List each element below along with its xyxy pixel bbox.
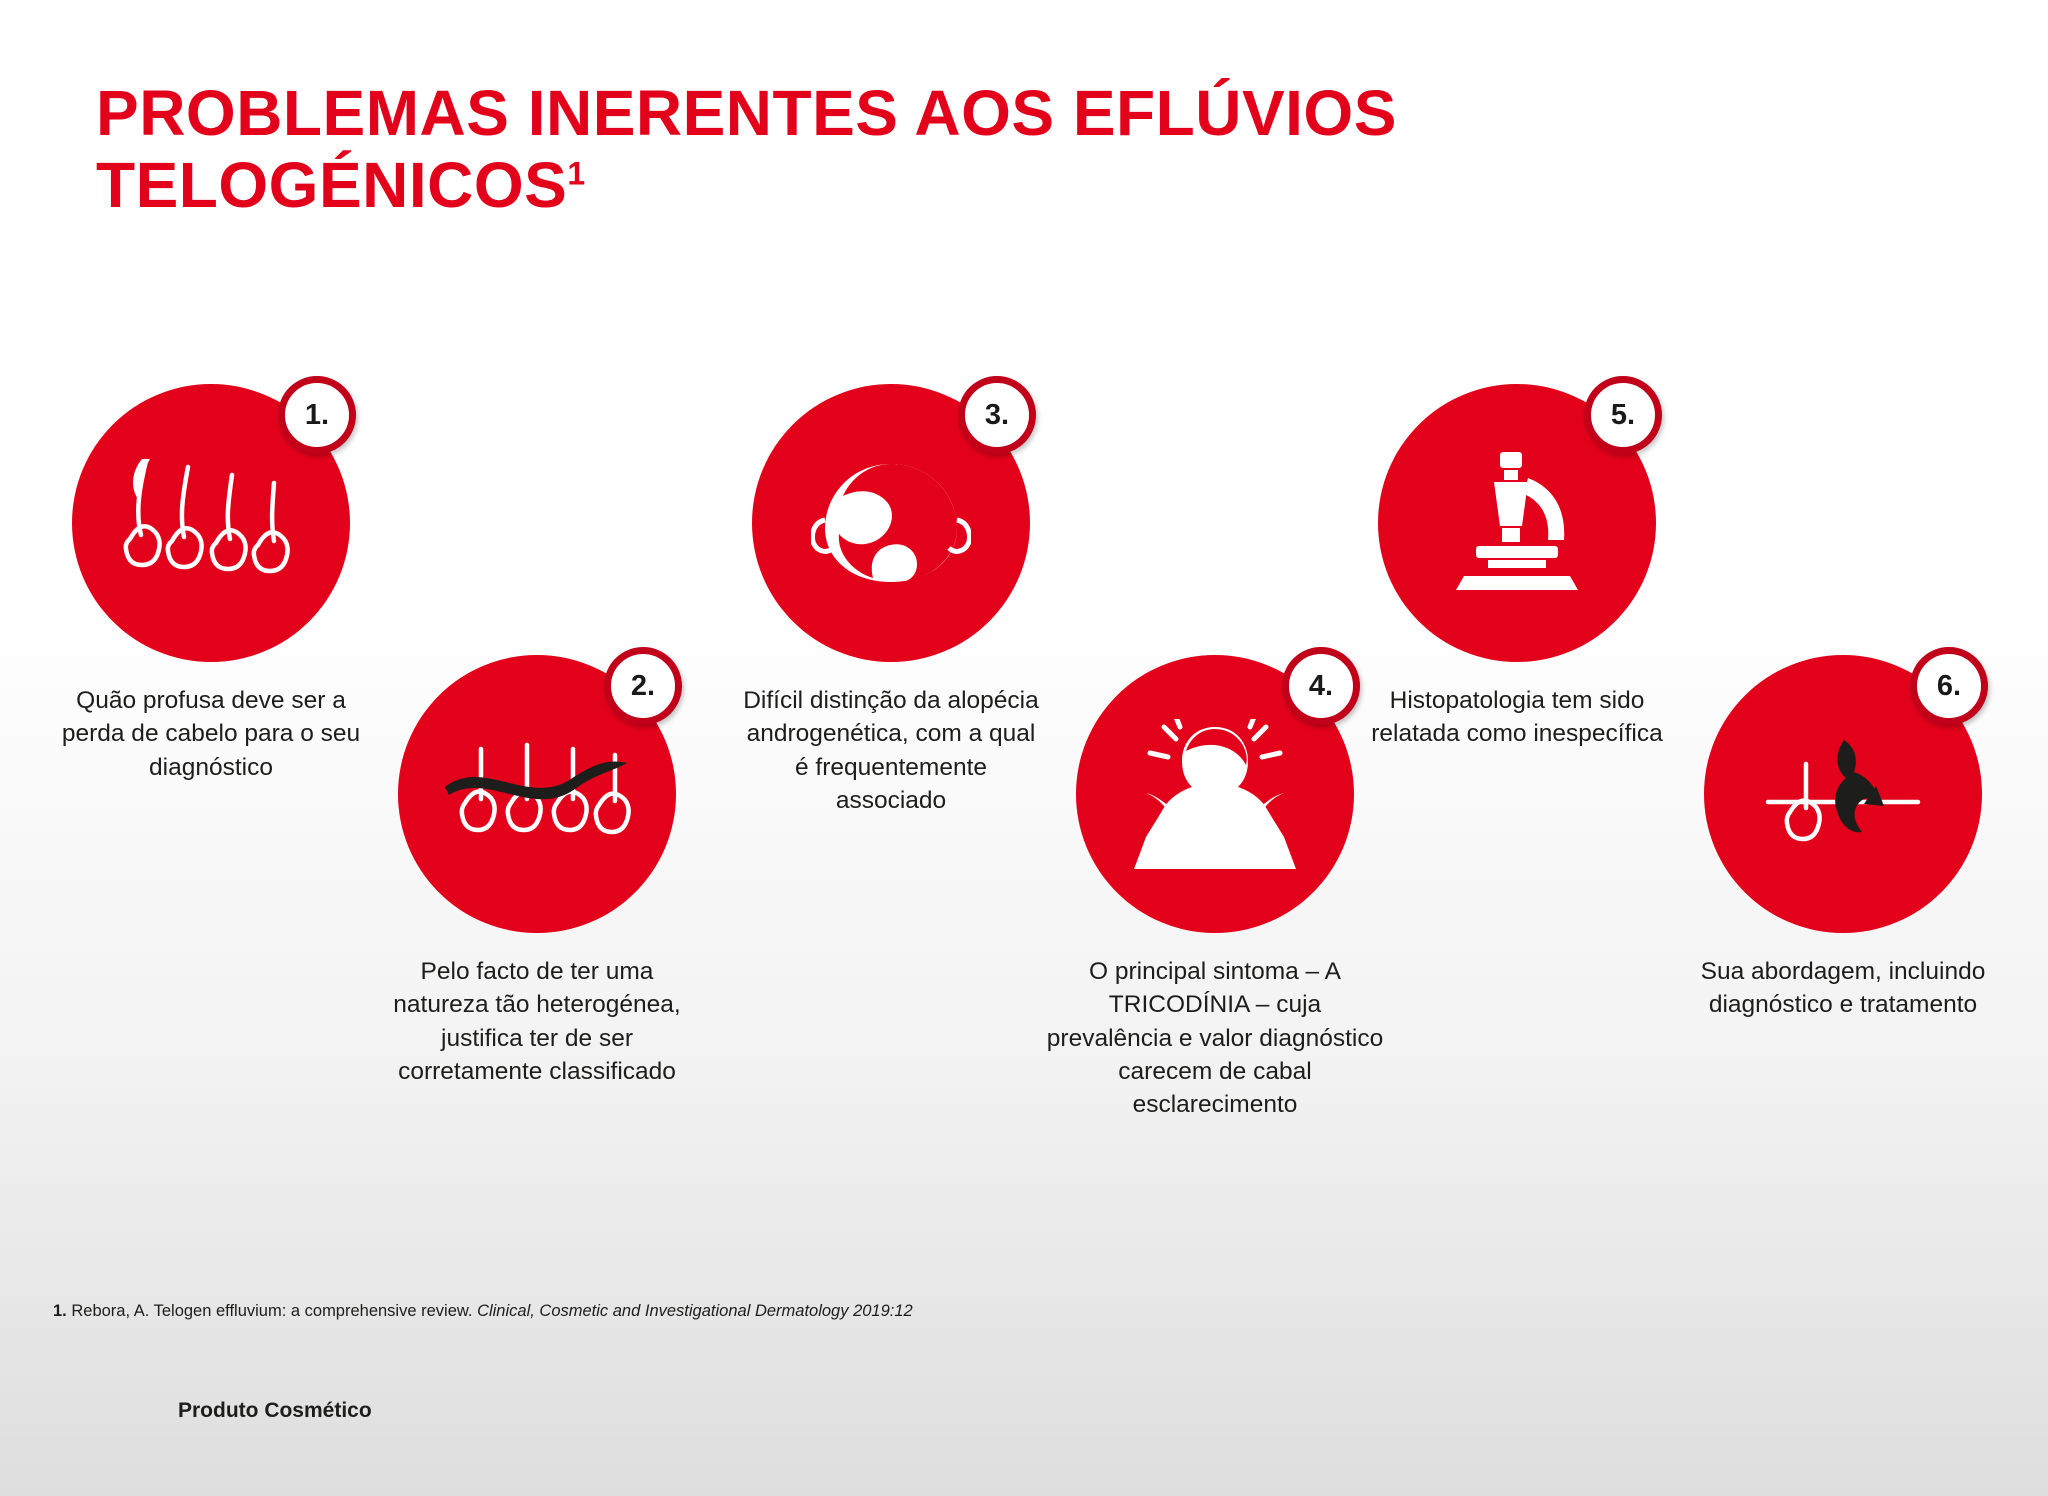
footnote [53,1300,953,1324]
item-5-circle-wrap [1378,384,1656,662]
item-4-caption: O principal sintoma – A TRICODÍNIA – cuja prevalência e valor diagnóstico carecem de cabal esclarecimento [1046,958,1384,1119]
item-6-circle-wrap [1704,655,1982,933]
item-4-number-badge: 4. [1282,647,1360,725]
item-2-caption: Pelo facto de ter uma natureza tão heterogénea, justifica ter de ser corretamente classificado [393,958,681,1085]
footnote-text: Rebora, A. Telogen effluvium: a comprehensive review. [66,1302,478,1320]
item-4-circle-wrap [1076,655,1354,933]
footnote-number: 1. [53,1302,67,1320]
item-5-number-badge: 5. [1584,376,1662,454]
item-1 [61,384,361,784]
item-2-circle-wrap [398,655,676,933]
item-1-circle-wrap [72,384,350,662]
item-6 [1700,655,1993,1022]
product-label: Produto Cosmético [178,1399,372,1422]
hair-strand-follicles-icon [437,729,637,859]
item-6-number-badge: 6. [1910,647,1988,725]
item-3-caption: Difícil distinção da alopécia androgenética, com a qual é frequentemente associado [743,687,1039,814]
page-title-superscript: 1 [567,155,586,192]
microscope-icon [1442,448,1592,598]
hair-follicles-icon [116,453,306,593]
item-1-caption: Quão profusa deve ser a perda de cabelo para o seu diagnóstico [61,687,361,781]
person-head-pain-icon [1120,719,1310,869]
scalp-pattern-icon [811,458,971,588]
item-5-caption: Histopatologia tem sido relatada como inespecífica [1371,687,1663,748]
follicle-arrow-icon [1758,724,1928,864]
page-title [96,78,1696,221]
item-5 [1371,384,1667,751]
item-3 [743,384,1041,817]
item-6-caption: Sua abordagem, incluindo diagnóstico e tratamento [1700,958,1986,1019]
item-2 [393,655,702,1088]
item-2-number-badge: 2. [604,647,682,725]
item-1-number-badge: 1. [278,376,356,454]
footnote-citation: Clinical, Cosmetic and Investigational Dermatology 2019:12 [477,1302,913,1320]
item-3-number-badge: 3. [958,376,1036,454]
page-title-text: PROBLEMAS INERENTES AOS EFLÚVIOS TELOGÉNICOS [96,77,1397,221]
item-4 [1046,655,1385,1122]
item-3-circle-wrap [752,384,1030,662]
